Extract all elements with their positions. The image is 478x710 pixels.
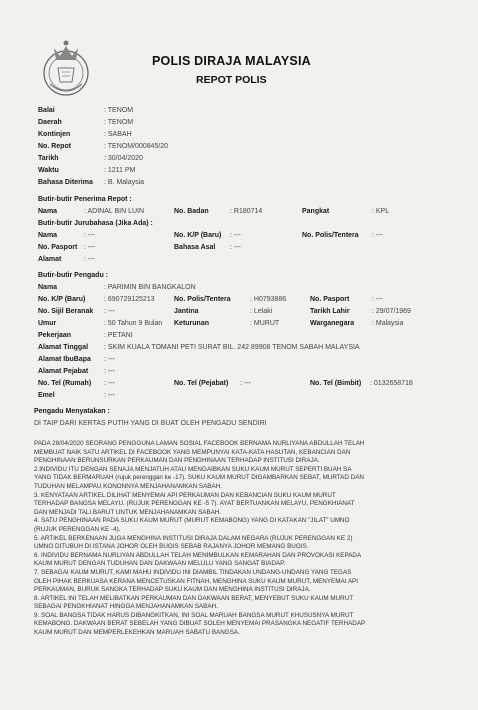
jurubahasa-alamat-value: : ---: [84, 256, 95, 263]
statement-line: 8. ARTIKEL INI TELAH MELIBATKAN PERKAUMAN DAN DAKWAAN BERAT, MENYEBUT SUKU KAUM MURUT: [34, 594, 354, 602]
statement-line: 4. SATU PENGHINAAN PADA SUKU KAUM MURUT (MURUT KEMABONG) YANG DI KATAKAN "JILAT" UMNO: [34, 517, 350, 525]
pengadu-lahir-value: : 29/07/1969: [372, 308, 411, 315]
pengadu-pasport-value: : ---: [372, 296, 383, 303]
pengadu-sijil-label: No. Sijil Beranak: [38, 308, 94, 315]
daerah-value: : TENOM: [104, 119, 134, 126]
jurubahasa-polis-value: : ---: [372, 232, 383, 239]
statement-line: TUDUHAN MELAMPAU KONONNYA MENJAHANAMKAN SABAH.: [34, 482, 223, 490]
statement-line: 9. SOAL BANGSA TIDAK HARUS DIBANGKITKAN, INI SOAL MARUAH BANGSA MURUT KHUSUSNYA MURUT: [34, 611, 354, 619]
jurubahasa-pasport-value: : ---: [84, 244, 95, 251]
pengadu-nama-label: Nama: [38, 284, 58, 291]
jurubahasa-nama-value: : ---: [84, 232, 95, 239]
pengadu-umur-value: : 50 Tahun 9 Bulan: [104, 320, 163, 327]
pengadu-ibubapa-value: : ---: [104, 356, 115, 363]
pengadu-nama-value: : PARIMIN BIN BANGKALON: [104, 284, 196, 291]
waktu-label: Waktu: [38, 167, 59, 174]
statement-line: 2.INDIVIDU ITU DENGAN SENAJA MENJATUH ATAU MENGAIBKAN SUKU KAUM MURUT SEPERTI BUAH SA: [34, 465, 352, 473]
balai-label: Balai: [38, 107, 55, 114]
statement-line: KEMABONG. DAKWAAN BERAT SEBELAH YANG DIBUAT SOLEH MENYEMAI PRASANGKA NEGATIF TERHADAP: [34, 620, 366, 628]
tarikh-label: Tarikh: [38, 155, 59, 162]
statement-body: [34, 440, 444, 638]
pengadu-lahir-label: Tarikh Lahir: [310, 308, 350, 315]
pengadu-kp-value: : 690729125213: [104, 296, 155, 303]
pengadu-keturunan-label: Keturunan: [174, 320, 209, 327]
jurubahasa-polis-label: No. Polis/Tentera: [302, 232, 359, 239]
statement-line: TERHADAP BANGSA MELAYU. (RUJUK PERENGGAN KE -5 7). AYAT BERTUANKAN MELAYU, PENGKHIANAT: [34, 500, 355, 508]
statement-line: 5. ARTIKEL BERKENAAN JUGA MENGHINA INSTITUSI DIRAJA DALAM NEGARA (RUJUK PERENGGAN KE 2): [34, 534, 353, 542]
jurubahasa-heading: Butir-butir Jurubahasa (Jika Ada) :: [38, 220, 153, 227]
jurubahasa-bahasa-label: Bahasa Asal: [174, 244, 216, 251]
statement-line: MEMBUAT NAIK SATU ARTIKEL DI FACEBOOK YANG MEMPUNYAI KATA-KATA HASUTAN, KEBANCIAN DAN: [34, 448, 351, 456]
jurubahasa-alamat-label: Alamat: [38, 256, 62, 263]
pengadu-pejabat-value: : ---: [104, 368, 115, 375]
statement-line: KAUM MURUT DENGAN TUDUHAN DAN DAKWAAN MELULU YANG SANGAT BIADAP.: [34, 560, 286, 568]
statement-line: PENGHINAAN BERUNSURKAN PERKAUMAN DAN PENGHINAAN TERHADAP INSTITUSI DIRAJA.: [34, 457, 320, 465]
pengadu-emel-value: : ---: [104, 392, 115, 399]
pengadu-pasport-label: No. Pasport: [310, 296, 350, 303]
kontinjen-value: : SABAH: [104, 131, 132, 138]
pengadu-tel-rumah-label: No. Tel (Rumah): [38, 380, 92, 387]
pengadu-jantina-value: : Lelaki: [250, 308, 273, 315]
statement-line: PADA 28/04/2020 SEORANG PENGGUNA LAMAN SOSIAL FACEBOOK BERNAMA NURLIYANA ABDULLAH TELAH: [34, 440, 365, 447]
statement-line: (RUJUK PERENGGAN KE -4).: [34, 525, 121, 533]
pengadu-polis-value: : H0793886: [250, 296, 287, 303]
pengadu-tel-rumah-value: : ---: [104, 380, 115, 387]
penerima-nama-value: : ADINAL BIN LUIN: [84, 208, 145, 215]
penerima-pangkat-label: Pangkat: [302, 208, 330, 215]
penerima-nama-label: Nama: [38, 208, 58, 215]
statement-line: 3. KENYATAAN ARTIKEL DILIHAT MENYEMAI API PERKAUMAN DAN KEBANCIAN SUKU KAUM MURUT: [34, 491, 336, 499]
report-title: POLIS DIRAJA MALAYSIA: [152, 54, 311, 68]
pengadu-emel-label: Emel: [38, 392, 55, 399]
tarikh-value: : 30/04/2020: [104, 155, 143, 162]
kontinjen-label: Kontinjen: [38, 131, 71, 138]
statement-line: UMNO DITUBUH DI ISTANA JOHOR OLEH BUGIS SEBAB RAJANYA JOHOR MEMANG BUGIS.: [34, 543, 309, 551]
pengadu-umur-label: Umur: [38, 320, 57, 327]
pengadu-warga-label: Warganegara: [310, 320, 355, 327]
pengadu-tel-pejabat-value: : ---: [240, 380, 251, 387]
statement-line: PERKAUMAN, BURUK SANGKA TERHADAP SUKU KAUM DAN MENGHINA INSTITUSI DIRAJA.: [34, 586, 311, 594]
pdrm-crest-logo: [36, 36, 96, 98]
pengadu-alamat-value: : SKIM KUALA TOMANI PETI SURAT BIL. 242 89908 TENOM SABAH MALAYSIA: [104, 344, 360, 351]
jurubahasa-kp-label: No. K/P (Baru): [174, 232, 222, 239]
no-repot-label: No. Repot: [38, 143, 72, 150]
pengadu-sijil-value: : ---: [104, 308, 115, 315]
penerima-badan-label: No. Badan: [174, 208, 209, 215]
statement-intro: DI TAIP DARI KERTAS PUTIH YANG DI BUAT OLEH PENGADU SENDIRI: [34, 420, 267, 427]
pengadu-pekerjaan-label: Pekerjaan: [38, 332, 72, 339]
bahasa-diterima-label: Bahasa Diterima: [38, 179, 93, 186]
bahasa-diterima-value: : B. Malaysia: [104, 179, 145, 186]
pengadu-polis-label: No. Polis/Tentera: [174, 296, 231, 303]
pengadu-heading: Butir-butir Pengadu :: [38, 272, 108, 279]
pengadu-pejabat-label: Alamat Pejabat: [38, 368, 89, 375]
statement-line: 6. INDIVIDU BERNAMA NURLIYAN ABDULLAH TELAH MENIMBULKAN KEMARAHAN DAN PROVOKASI KEPADA: [34, 551, 362, 559]
statement-line: DAN MENJADI TALI BARUT UNTUK MENJAHANAMKAN SABAH.: [34, 508, 222, 516]
pengadu-ibubapa-label: Alamat IbuBapa: [38, 356, 91, 363]
pengadu-tel-bimbit-value: : 0132658718: [370, 380, 413, 387]
pengadu-tel-bimbit-label: No. Tel (Bimbit): [310, 380, 362, 387]
statement-heading: Pengadu Menyatakan :: [34, 408, 110, 415]
daerah-label: Daerah: [38, 119, 62, 126]
jurubahasa-bahasa-value: : ---: [230, 244, 241, 251]
statement-line: SEBAGAI PENGKHIANAT HINGGA MENJAHANAMKAN SABAH.: [34, 603, 218, 611]
jurubahasa-nama-label: Nama: [38, 232, 58, 239]
waktu-value: : 1211 PM: [104, 167, 136, 174]
statement-line: YANG TIDAK BERMARUAH (rujuk perenggan ke -17). SUKU KAUM MURUT DIGAMBARKAN SEBAT, MURTAD DAN: [34, 474, 364, 482]
jurubahasa-kp-value: : ---: [230, 232, 241, 239]
pengadu-keturunan-value: : MURUT: [250, 320, 280, 327]
penerima-badan-value: : R180714: [230, 208, 263, 215]
statement-line: OLEH PIHAK BERKUASA KERANA MENCETUSKAN FITNAH, MENGHINA SUKU KAUM MURUT, MENYEMAI API: [34, 577, 358, 585]
report-subtitle: REPOT POLIS: [196, 74, 267, 86]
pengadu-warga-value: : Malaysia: [372, 320, 404, 327]
pengadu-tel-pejabat-label: No. Tel (Pejabat): [174, 380, 229, 387]
statement-line: 7. SEBAGAI KAUM MURUT, KAMI MAHU INDIVIDU INI DIAMBIL TINDAKAN UNDANG-UNDANG YANG TEGAS: [34, 568, 352, 576]
penerima-pangkat-value: : KPL: [372, 208, 390, 215]
pengadu-kp-label: No. K/P (Baru): [38, 296, 86, 303]
balai-value: : TENOM: [104, 107, 134, 114]
pengadu-alamat-label: Alamat Tinggal: [38, 344, 89, 351]
pengadu-pekerjaan-value: : PETANI: [104, 332, 133, 339]
statement-line: KAUM MURUT DAN MEMPERLEKEHKAN MARUAH SABATU BANGSA.: [34, 629, 240, 637]
pengadu-jantina-label: Jantina: [174, 308, 199, 315]
no-repot-value: : TENOM/000845/20: [104, 143, 169, 150]
penerima-heading: Butir-butir Penerima Repot :: [38, 196, 132, 203]
jurubahasa-pasport-label: No. Pasport: [38, 244, 78, 251]
